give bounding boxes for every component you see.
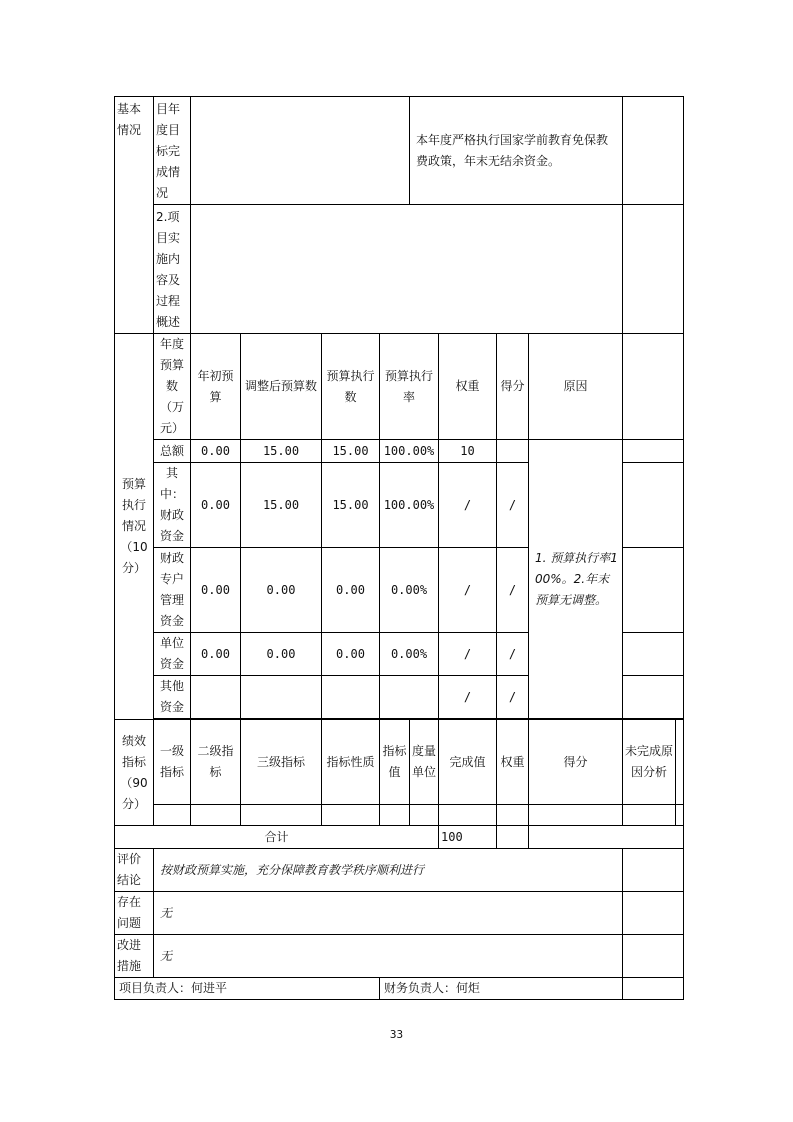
conclusion-text: 按财政预算实施，充分保障教育教学秩序顺利进行 — [154, 849, 623, 892]
budget-rate-value: 0.00% — [380, 548, 439, 633]
implementation-extra-cell — [623, 205, 684, 334]
budget-initial-value: 0.00 — [191, 548, 241, 633]
conclusion-label: 评价结论 — [115, 849, 154, 892]
perf-header-level1: 一级指标 — [154, 720, 191, 805]
budget-header-score: 得分 — [497, 334, 529, 440]
perf-cell — [154, 805, 191, 826]
goal-extra-cell — [623, 97, 684, 205]
perf-cell — [497, 805, 529, 826]
total-value: 100 — [439, 826, 497, 849]
budget-weight-value: / — [439, 548, 497, 633]
budget-weight-value: / — [439, 676, 497, 719]
perf-header-weight: 权重 — [497, 720, 529, 805]
perf-cell — [191, 805, 241, 826]
implementation-content — [191, 205, 623, 334]
total-label: 合计 — [115, 826, 439, 849]
basic-section-label: 基本情况 — [115, 97, 154, 334]
budget-adjusted-value: 15.00 — [241, 463, 322, 548]
budget-header-adjusted: 调整后预算数 — [241, 334, 322, 440]
budget-header-executed: 预算执行数 — [322, 334, 380, 440]
budget-executed-value: 15.00 — [322, 463, 380, 548]
budget-row-label: 财政专户管理资金 — [154, 548, 191, 633]
budget-weight-value: / — [439, 463, 497, 548]
perf-header-completed: 完成值 — [439, 720, 497, 805]
budget-score-value: / — [497, 676, 529, 719]
improvements-text: 无 — [154, 935, 623, 978]
budget-row-label: 单位资金 — [154, 633, 191, 676]
problems-label: 存在问题 — [115, 892, 154, 935]
budget-row-label: 总额 — [154, 440, 191, 463]
budget-row-label: 其他资金 — [154, 676, 191, 719]
budget-header-weight: 权重 — [439, 334, 497, 440]
perf-header-level3: 三级指标 — [241, 720, 322, 805]
problems-extra-cell — [623, 892, 684, 935]
page-number: 33 — [389, 1028, 404, 1041]
budget-rate-value: 100.00% — [380, 440, 439, 463]
improvements-extra-cell — [623, 935, 684, 978]
budget-initial-value: 0.00 — [191, 463, 241, 548]
perf-header-value: 指标值 — [380, 720, 410, 805]
budget-header-initial: 年初预算 — [191, 334, 241, 440]
budget-weight-value: / — [439, 633, 497, 676]
budget-rate-value: 100.00% — [380, 463, 439, 548]
implementation-label: 2.项目实施内容及过程概述 — [154, 205, 191, 334]
budget-extra-cell — [623, 440, 684, 463]
goal-completion-label: 目年度目标完成情况 — [154, 97, 191, 205]
perf-header-reason: 未完成原因分析 — [623, 720, 676, 805]
budget-extra-cell — [623, 633, 684, 676]
problems-text: 无 — [154, 892, 623, 935]
perf-cell — [410, 805, 439, 826]
performance-section-label: 绩效指标（90分） — [115, 720, 154, 826]
perf-cell — [529, 805, 623, 826]
budget-adjusted-value: 15.00 — [241, 440, 322, 463]
perf-extra-cell — [676, 720, 684, 805]
budget-weight-value: 10 — [439, 440, 497, 463]
perf-header-unit: 度量单位 — [410, 720, 439, 805]
budget-adjusted-value: 0.00 — [241, 548, 322, 633]
perf-header-score: 得分 — [529, 720, 623, 805]
budget-score-value: / — [497, 463, 529, 548]
project-lead: 项目负责人：何进平 — [115, 978, 380, 1000]
evaluation-table — [114, 96, 684, 1000]
goal-blank-cell — [191, 97, 410, 205]
budget-section-label: 预算执行情况（10分） — [115, 334, 154, 720]
budget-initial-value: 0.00 — [191, 440, 241, 463]
finance-lead: 财务负责人：何炬 — [380, 978, 623, 1000]
budget-header-reason: 原因 — [529, 334, 623, 440]
budget-reason-text: 1. 预算执行率100%。2.年末预算无调整。 — [529, 440, 623, 719]
budget-initial-value: 0.00 — [191, 633, 241, 676]
budget-executed-value: 0.00 — [322, 548, 380, 633]
goal-completion-text: 本年度严格执行国家学前教育免保教费政策，年末无结余资金。 — [410, 97, 623, 205]
perf-cell — [439, 805, 497, 826]
budget-adjusted-value — [241, 676, 322, 719]
perf-cell — [241, 805, 322, 826]
footer-extra-cell — [623, 978, 684, 1000]
budget-header-annual: 年度预算数（万元） — [154, 334, 191, 440]
budget-rate-value — [380, 676, 439, 719]
budget-extra-cell — [623, 463, 684, 548]
total-extra-cell — [529, 826, 684, 849]
conclusion-extra-cell — [623, 849, 684, 892]
budget-executed-value — [322, 676, 380, 719]
total-weight-cell — [497, 826, 529, 849]
budget-initial-value — [191, 676, 241, 719]
perf-cell — [623, 805, 676, 826]
budget-executed-value: 0.00 — [322, 633, 380, 676]
budget-score-value: / — [497, 633, 529, 676]
improvements-label: 改进措施 — [115, 935, 154, 978]
perf-header-nature: 指标性质 — [322, 720, 380, 805]
budget-rate-value: 0.00% — [380, 633, 439, 676]
perf-cell — [676, 805, 684, 826]
budget-adjusted-value: 0.00 — [241, 633, 322, 676]
perf-cell — [322, 805, 380, 826]
budget-extra-cell — [623, 548, 684, 633]
perf-header-level2: 二级指标 — [191, 720, 241, 805]
budget-score-value — [497, 440, 529, 463]
perf-cell — [380, 805, 410, 826]
budget-extra-cell — [623, 334, 684, 440]
budget-header-rate: 预算执行率 — [380, 334, 439, 440]
budget-score-value: / — [497, 548, 529, 633]
budget-executed-value: 15.00 — [322, 440, 380, 463]
budget-extra-cell — [623, 676, 684, 719]
budget-row-label: 其中：财政资金 — [154, 463, 191, 548]
